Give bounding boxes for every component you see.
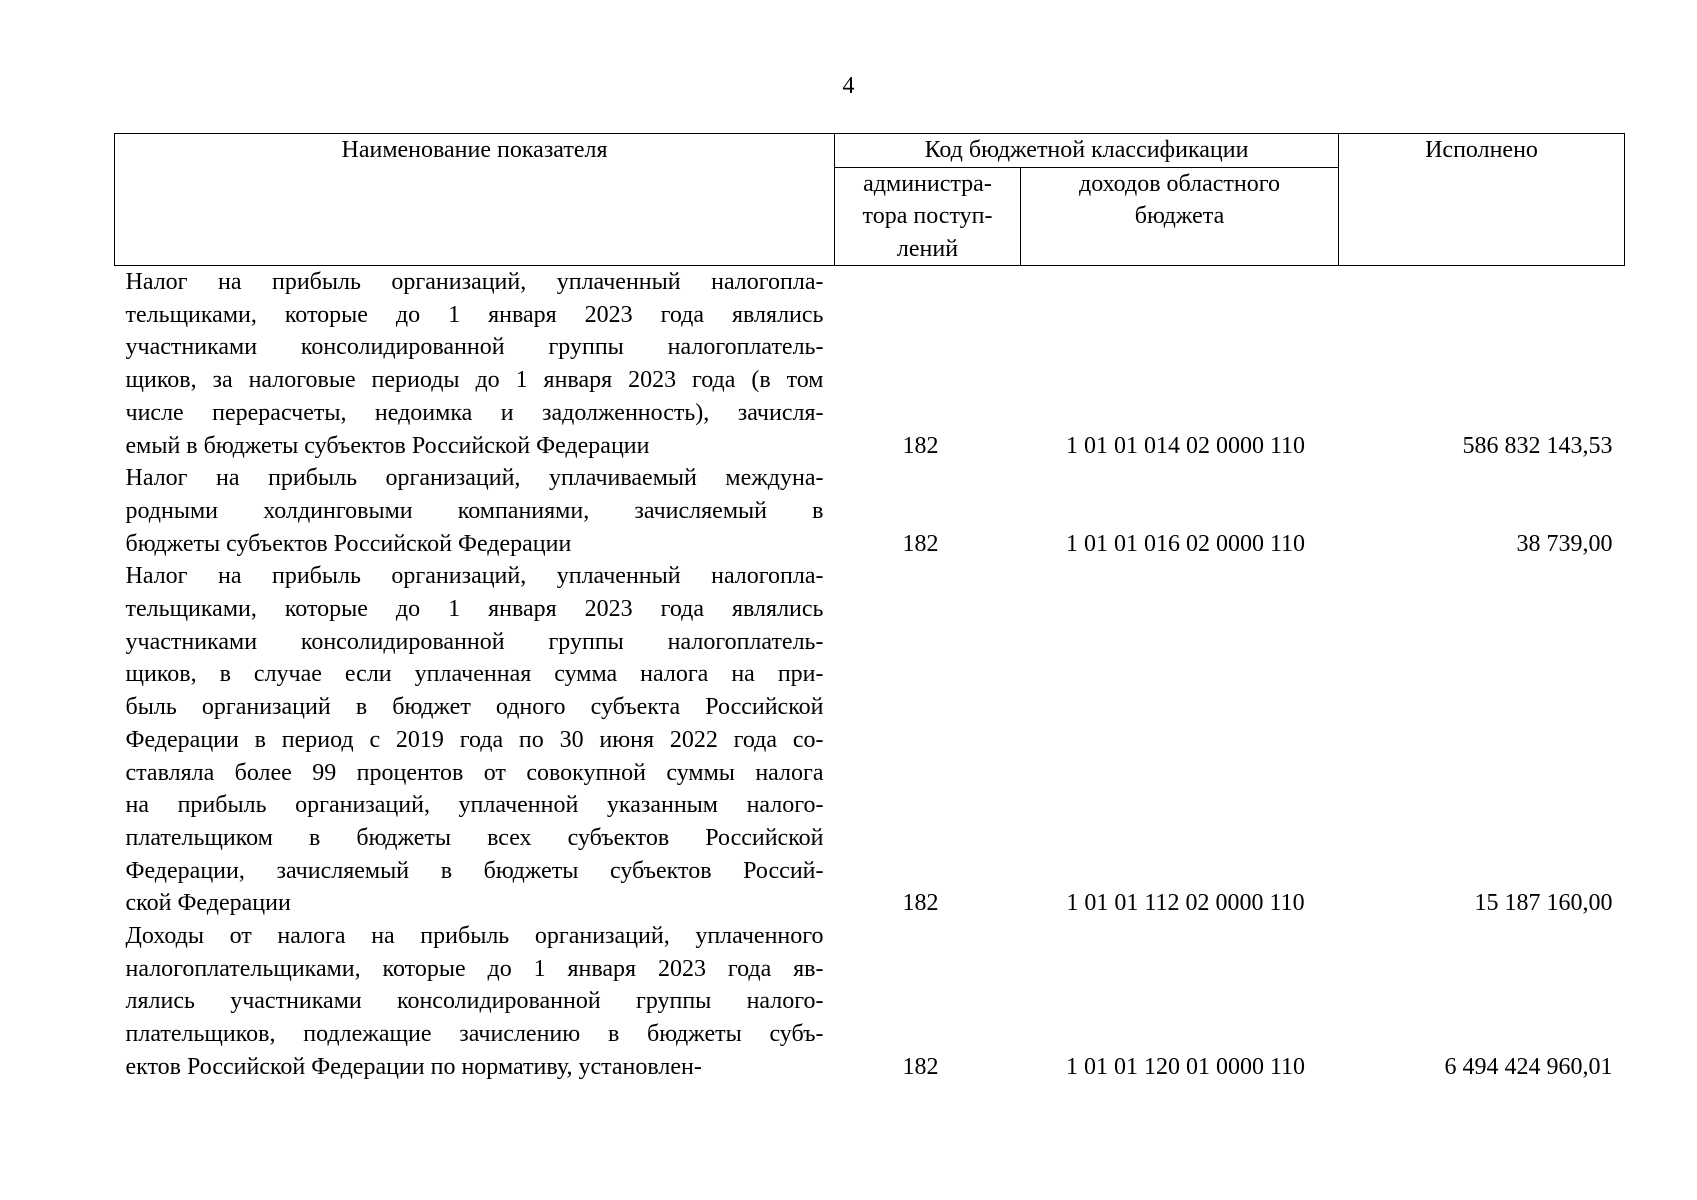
indicator-name-line: быль организаций в бюджет одного субъекта Российской <box>125 694 824 721</box>
executed-amount: 586 832 143,53 <box>1462 432 1613 459</box>
indicator-name-line: Федерации в период с 2019 года по 30 июня 2022 года со- <box>125 726 824 753</box>
indicator-name-line: щиков, за налоговые периоды до 1 января 2023 года (в том <box>125 367 824 394</box>
indicator-name-line: тельщиками, которые до 1 января 2023 года являлись <box>125 596 824 623</box>
indicator-name <box>115 266 835 463</box>
income-code: 1 01 01 112 02 0000 110 <box>1066 890 1305 917</box>
administrator-code: 182 <box>902 890 939 917</box>
budget-table <box>114 133 1624 1084</box>
indicator-name-line: налогоплательщиками, которые до 1 января 2023 года яв- <box>125 955 824 982</box>
header-administrator-line: лений <box>896 235 959 262</box>
header-administrator-line: администра- <box>863 170 992 197</box>
indicator-name-line: участниками консолидированной группы налогоплатель- <box>125 628 824 655</box>
indicator-name-line: плательщиков, подлежащие зачислению в бюджеты субъ- <box>125 1021 824 1048</box>
indicator-name-line: Налог на прибыль организаций, уплаченный налогопла- <box>125 269 824 295</box>
executed-amount: 6 494 424 960,01 <box>1444 1053 1613 1080</box>
administrator-code: 182 <box>902 530 939 557</box>
header-regional-income <box>1021 167 1339 266</box>
administrator-code: 182 <box>902 1053 939 1080</box>
indicator-name-line: бюджеты субъектов Российской Федерации <box>125 530 572 557</box>
indicator-name-line: ской Федерации <box>125 890 291 917</box>
indicator-name-line: участниками консолидированной группы налогоплатель- <box>125 334 824 361</box>
indicator-name-line: на прибыль организаций, уплаченной указанным налого- <box>125 792 824 819</box>
header-administrator-line: тора поступ- <box>862 203 993 229</box>
indicator-name-line: тельщиками, которые до 1 января 2023 года являлись <box>125 301 824 328</box>
indicator-name-line: числе перерасчеты, недоимка и задолженность), зачисля- <box>125 399 824 426</box>
header-executed: Исполнено <box>1339 134 1625 266</box>
table-row <box>115 920 1625 1084</box>
header-regional-income-line: доходов областного <box>1078 170 1281 197</box>
page-number: 4 <box>842 73 855 99</box>
income-code: 1 01 01 016 02 0000 110 <box>1065 530 1306 557</box>
indicator-name-line: Федерации, зачисляемый в бюджеты субъектов Россий- <box>125 857 824 884</box>
table-row <box>115 560 1625 920</box>
indicator-name-line: ектов Российской Федерации по нормативу, установлен- <box>125 1053 702 1080</box>
indicator-name-line: плательщиком в бюджеты всех субъектов Российской <box>125 824 824 851</box>
indicator-name-line: щиков, в случае если уплаченная сумма налога на при- <box>125 661 824 688</box>
executed-amount: 15 187 160,00 <box>1474 890 1613 917</box>
header-indicator-name: Наименование показателя <box>115 134 835 266</box>
header-regional-income-line: бюджета <box>1134 203 1225 229</box>
income-code: 1 01 01 120 01 0000 110 <box>1065 1053 1306 1080</box>
table-row <box>115 266 1625 463</box>
indicator-name-line: емый в бюджеты субъектов Российской Федерации <box>125 432 650 459</box>
indicator-name-line: ставляла более 99 процентов от совокупной суммы налога <box>125 759 824 786</box>
indicator-name <box>115 462 835 560</box>
indicator-name <box>115 920 835 1084</box>
header-administrator <box>835 167 1021 266</box>
indicator-name-line: Налог на прибыль организаций, уплаченный налогопла- <box>125 563 824 590</box>
header-budget-code: Код бюджетной классификации <box>835 134 1339 168</box>
indicator-name-line: лялись участниками консолидированной группы налого- <box>125 988 824 1015</box>
income-code: 1 01 01 014 02 0000 110 <box>1065 432 1306 459</box>
indicator-name-line: родными холдинговыми компаниями, зачисляемый в <box>125 497 824 524</box>
indicator-name-line: Доходы от налога на прибыль организаций, уплаченного <box>125 923 824 950</box>
indicator-name-line: Налог на прибыль организаций, уплачиваемый междуна- <box>125 465 824 492</box>
administrator-code: 182 <box>902 432 939 459</box>
indicator-name <box>115 560 835 920</box>
executed-amount: 38 739,00 <box>1516 530 1613 557</box>
table-row <box>115 462 1625 560</box>
